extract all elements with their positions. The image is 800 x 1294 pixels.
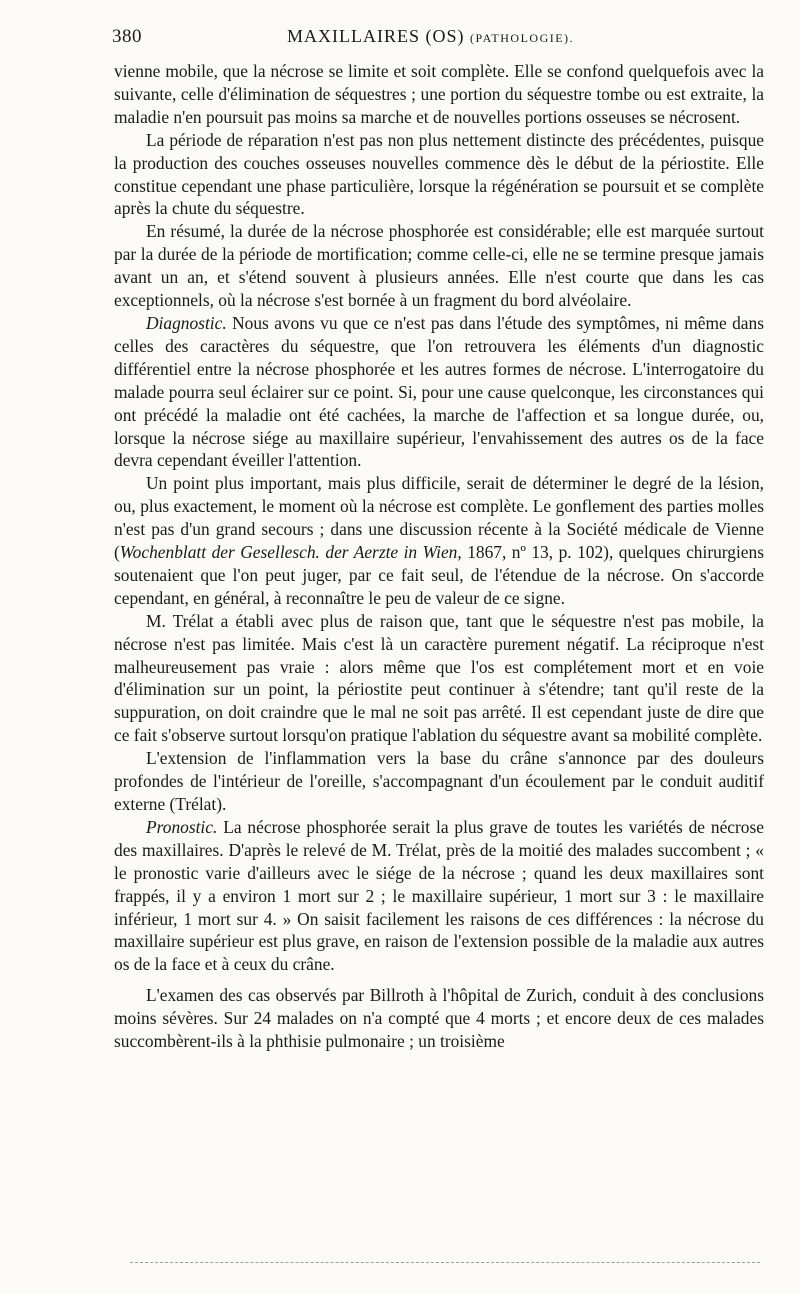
paragraph-point-important <box>114 472 764 609</box>
paragraph-extension: L'extension de l'inflammation vers la base du crâne s'annonce par des douleurs profondes de l'intérieur de l'oreille, s'accompagnant d'un écoulement par le conduit auditif externe (Trélat). <box>114 748 764 814</box>
section-label-pronostic: Pronostic. <box>146 816 218 837</box>
pronostic-text: La nécrose phosphorée serait la plus grave de toutes les variétés de nécrose des maxillaires. D'après le relevé de M. Trélat, près de la moitié des malades succombent ; « le pronostic varie d'ailleurs avec le siége de la nécrose ; quand les deux maxillaires sont frappés, il y a environ 1 mort sur 2 ; le maxillaire supérieur, 1 mort sur 3 : le maxillaire inférieur, 1 mort sur 4. » On saisit facilement les raisons de ces différences : la nécrose du maxillaire supérieur est plus grave, en raison de l'extension possible de la maladie aux autres os de la face et à ceux du crâne. <box>114 816 764 975</box>
point-text-b: 1867, nº 13, p. 102), quelques chirurgiens soutenaient que l'on peut juger, par ce fait seul, de l'étendue de la nécrose. On s'accorde cependant, en général, à reconnaître le peu de valeur de ce signe. <box>114 542 764 608</box>
section-label-diagnostic: Diagnostic. <box>146 312 227 333</box>
paragraph-resume: En résumé, la durée de la nécrose phosphorée est considérable; elle est marquée surtout par la durée de la période de mortification; comme celle-ci, elle ne se termine presque jamais avant un an, et s'étend souvent à plusieurs années. Elle n'est courte que dans les cas exceptionnels, où la nécrose s'est bornée à un fragment du bord alvéolaire. <box>114 221 764 311</box>
header-title-main: MAXILLAIRES (OS) <box>287 26 465 46</box>
paragraph-reparation: La période de réparation n'est pas non plus nettement distincte des précédentes, puisque la production des couches osseuses nouvelles commence dès le début de la périostite. Elle constitue cependant une phase particulière, lorsque la régénération se poursuit et se complète après la chute du séquestre. <box>114 129 764 219</box>
header-title <box>287 26 574 47</box>
page-number: 380 <box>112 26 142 47</box>
diagnostic-text: Nous avons vu que ce n'est pas dans l'étude des symptômes, ni même dans celles des caractères du séquestre, que l'on retrouvera les éléments d'un diagnostic différentiel entre la nécrose phosphorée et les autres formes de nécrose. L'interrogatoire du malade pourra seul éclairer sur ce point. Si, pour une cause quelconque, les circonstances qui ont précédé la maladie ont été cachées, la marche de l'affection et sa longue durée, ou, lorsque la nécrose siége au maxillaire supérieur, l'envahissement des autres os de la face devra cependant éveiller l'attention. <box>114 312 764 471</box>
point-text-a: Un point plus important, mais plus difficile, serait de déterminer le degré de la lésion, ou, plus exactement, le moment où la nécrose est complète. Le gonflement des parties molles n'est pas d'un grand secours ; dans une discussion récente à la Société médicale de Vienne ( <box>114 473 764 563</box>
running-header <box>112 26 772 50</box>
paragraph-pronostic <box>114 816 764 976</box>
header-subtitle: (PATHOLOGIE). <box>470 31 575 45</box>
paragraph-trelat: M. Trélat a établi avec plus de raison que, tant que le séquestre n'est pas mobile, la nécrose n'est pas limitée. Mais c'est là un caractère purement négatif. La réciproque n'est malheureusement pas vraie : alors même que l'os est complétement mort et en voie d'élimination sur un point, la périostite peut continuer à s'étendre; tant qu'il reste de la suppuration, on doit craindre que le mal ne soit pas arrêté. Il est cependant juste de dire que ce fait s'observe surtout lorsqu'on pratique l'ablation du séquestre avant sa mobilité complète. <box>114 610 764 746</box>
body-text <box>114 60 764 1053</box>
paragraph-diagnostic <box>114 312 764 472</box>
bottom-rule <box>130 1262 760 1263</box>
citation-reference: Wochenblatt der Gesellesch. der Aerzte in Wien, <box>119 542 462 563</box>
paragraph-continuation: vienne mobile, que la nécrose se limite et soit complète. Elle se confond quelquefois avec la suivante, celle d'élimination de séquestres ; une portion du séquestre tombe ou est extraite, la maladie n'en poursuit pas moins sa marche et de nouvelles portions osseuses se nécrosent. <box>114 61 764 127</box>
paragraph-billroth: L'examen des cas observés par Billroth à l'hôpital de Zurich, conduit à des conclusions moins sévères. Sur 24 malades on n'a compté que 4 morts ; et encore deux de ces malades succombèrent-ils à la phthisie pulmonaire ; un troisième <box>114 985 764 1052</box>
